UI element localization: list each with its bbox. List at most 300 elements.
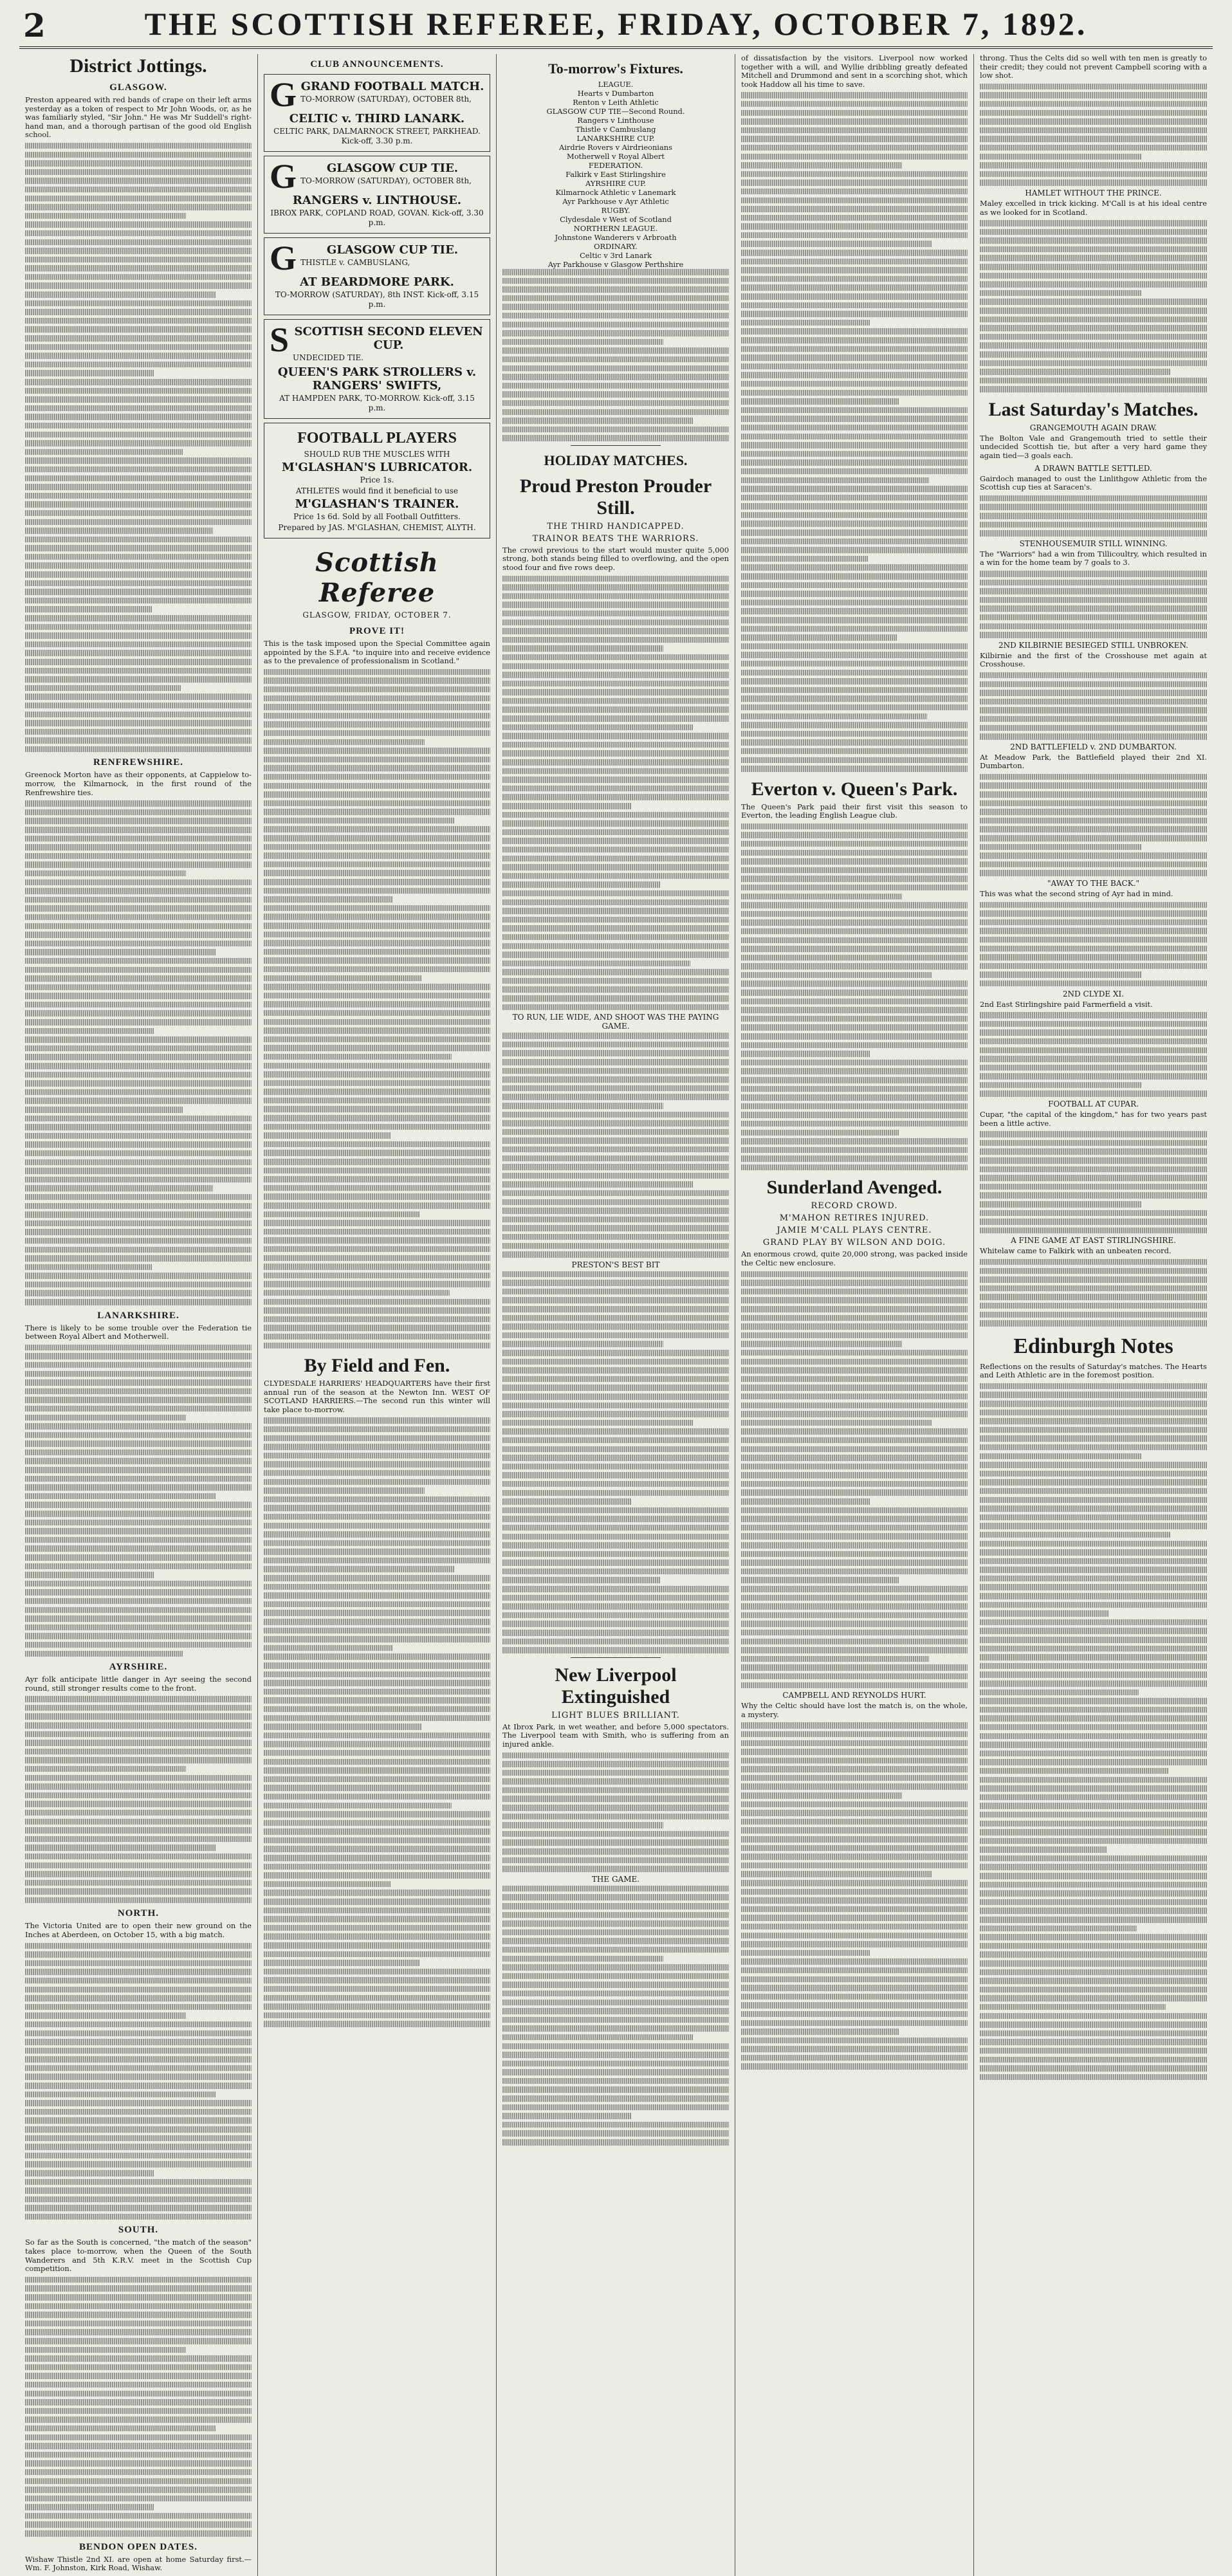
text-line — [25, 362, 252, 368]
text-line — [25, 1960, 252, 1967]
text-line — [502, 2043, 729, 2050]
text-line — [980, 1471, 1207, 1477]
match-report-text: Kilbirnie and the first of the Crosshouse met again at Crosshouse. — [980, 650, 1207, 669]
text-line — [264, 932, 490, 938]
text-line — [264, 1671, 490, 1678]
text-line — [741, 451, 968, 457]
page-number: 2 — [23, 6, 46, 44]
text-line — [25, 2004, 252, 2010]
text-line — [502, 681, 729, 687]
text-line — [741, 1845, 968, 1852]
text-line — [502, 1164, 729, 1170]
text-line — [741, 902, 968, 908]
lubricator-ad — [264, 423, 490, 538]
match-report-title: A FINE GAME AT EAST STIRLINGSHIRE. — [1011, 1236, 1176, 1246]
text-line — [741, 937, 968, 944]
text-line — [264, 809, 490, 815]
match-report-title: STENHOUSEMUIR STILL WINNING. — [1019, 538, 1168, 548]
text-line — [502, 724, 693, 731]
text-line — [502, 1076, 729, 1083]
text-line — [25, 1880, 252, 1886]
text-line — [980, 1951, 1207, 1958]
text-line — [25, 545, 252, 551]
text-line — [264, 1036, 490, 1043]
text-line — [264, 818, 454, 824]
text-line — [980, 1978, 1207, 1984]
text-line — [741, 722, 968, 728]
text-line — [980, 672, 1207, 679]
text-line — [264, 835, 490, 842]
text-line — [980, 954, 1207, 961]
text-line — [741, 850, 968, 856]
text-line — [502, 698, 729, 704]
text-line — [741, 1612, 968, 1619]
text-line — [502, 1455, 729, 1461]
text-line — [264, 1899, 490, 1905]
text-line — [502, 1289, 729, 1295]
text-line — [980, 716, 1207, 722]
text-line — [980, 1759, 1207, 1765]
match-ad-lettering — [270, 157, 484, 196]
text-line — [741, 284, 968, 291]
text-line — [264, 1071, 490, 1078]
text-line — [25, 1080, 252, 1087]
article-text-block — [25, 2277, 252, 2537]
article-text-block — [25, 1345, 252, 1657]
text-line — [502, 1787, 729, 1794]
text-line — [25, 353, 252, 359]
text-line — [980, 774, 1207, 780]
text-line — [741, 1112, 968, 1118]
text-line — [502, 1446, 729, 1453]
text-line — [502, 374, 729, 380]
text-line — [502, 1490, 729, 1496]
text-line — [741, 1792, 902, 1799]
text-line — [264, 1124, 490, 1130]
text-line — [25, 493, 252, 499]
hamlet-text: Maley excelled in trick kicking. M'Call is at his ideal centre as we looked for in Scotland. — [980, 198, 1207, 217]
text-line — [980, 1812, 1207, 1818]
text-line — [502, 1507, 729, 1514]
text-line — [980, 1462, 1207, 1468]
text-line — [741, 468, 968, 475]
text-line — [25, 2364, 252, 2371]
edinburgh-notes-text: Reflections on the results of Saturday's matches. The Hearts and Leith Athletic are in the foremost position. — [980, 1361, 1207, 1380]
text-line — [741, 276, 968, 282]
text-line — [741, 1385, 968, 1391]
text-line — [741, 748, 968, 755]
text-line — [25, 1545, 252, 1552]
article-text-block — [980, 774, 1207, 876]
text-line — [741, 538, 968, 545]
text-line — [25, 2408, 252, 2415]
text-line — [25, 870, 186, 877]
fixture-line: Celtic v 3rd Lanark — [580, 251, 652, 260]
text-line — [502, 2000, 729, 2006]
text-line — [741, 980, 968, 987]
text-line — [264, 1951, 490, 1958]
text-line — [502, 1004, 729, 1011]
text-line — [741, 1863, 968, 1869]
text-line — [264, 1150, 490, 1156]
text-line — [741, 1749, 968, 1755]
text-line — [264, 879, 490, 885]
text-line — [502, 856, 729, 862]
last-saturday-heading: Last Saturday's Matches. — [988, 398, 1199, 420]
fixture-line: ORDINARY. — [594, 242, 638, 251]
text-line — [264, 1514, 490, 1520]
text-line — [25, 2205, 252, 2211]
text-line — [264, 1881, 391, 1888]
text-line — [502, 1586, 729, 1592]
text-line — [25, 606, 152, 612]
text-line — [741, 337, 968, 344]
match-report-title: FOOTBALL AT CUPAR. — [1048, 1099, 1139, 1109]
text-line — [264, 1864, 490, 1870]
text-line — [741, 127, 968, 134]
text-line — [741, 1731, 968, 1738]
text-line — [25, 1467, 252, 1473]
text-line — [741, 215, 968, 221]
text-line — [25, 1987, 252, 1993]
text-line — [25, 2056, 252, 2063]
text-line — [264, 686, 490, 693]
text-line — [980, 495, 1207, 502]
text-line — [264, 1558, 490, 1564]
text-line — [980, 1987, 1207, 1993]
text-line — [980, 809, 1207, 815]
text-line — [980, 179, 1207, 186]
text-line — [741, 1933, 968, 1939]
text-line — [741, 972, 932, 979]
text-line — [980, 1943, 1207, 1949]
text-line — [264, 940, 490, 946]
text-line — [25, 2443, 252, 2449]
text-line — [980, 1926, 1137, 1932]
text-line — [741, 876, 968, 882]
text-line — [980, 1663, 1207, 1670]
text-line — [25, 1388, 252, 1395]
sunderland-text: An enormous crowd, quite 20,000 strong, was packed inside the Celtic new enclosure. — [741, 1249, 968, 1268]
text-line — [25, 1282, 252, 1288]
text-line — [25, 703, 252, 709]
text-line — [25, 239, 252, 246]
text-line — [502, 286, 729, 293]
text-line — [25, 466, 252, 473]
text-line — [741, 250, 968, 256]
text-line — [25, 836, 252, 842]
text-line — [25, 178, 252, 184]
fixture-line: AYRSHIRE CUP. — [585, 179, 646, 188]
text-line — [980, 1654, 1207, 1661]
text-line — [980, 1995, 1207, 2001]
preston-subheading-2: TRAINOR BEATS THE WARRIORS. — [532, 533, 699, 544]
article-text-block — [25, 1943, 252, 2220]
text-line — [25, 668, 252, 674]
text-line — [741, 346, 968, 353]
text-line — [502, 1796, 729, 1802]
match-report-text: 2nd East Stirlingshire paid Farmerfield a visit. — [980, 999, 1153, 1009]
text-line — [25, 1036, 252, 1043]
text-line — [264, 1426, 490, 1433]
fixture-line: Rangers v Linthouse — [577, 116, 654, 125]
text-line — [25, 1705, 252, 1711]
text-line — [25, 853, 252, 860]
article-text-block — [264, 1417, 490, 2027]
text-line — [741, 136, 968, 142]
text-line — [980, 1908, 1207, 1914]
text-line — [502, 278, 729, 284]
text-line — [741, 1569, 968, 1575]
text-line — [25, 2126, 252, 2133]
text-line — [741, 678, 968, 685]
text-line — [25, 1783, 252, 1790]
text-line — [264, 739, 425, 746]
text-line — [502, 1332, 729, 1339]
text-line — [741, 1138, 968, 1145]
text-line — [25, 932, 252, 938]
text-line — [502, 1839, 729, 1846]
text-line — [741, 1639, 968, 1645]
text-line — [264, 1662, 490, 1669]
text-line — [25, 1537, 252, 1543]
text-line — [502, 2113, 632, 2119]
text-line — [25, 624, 252, 630]
text-line — [25, 414, 252, 420]
text-line — [264, 1575, 490, 1581]
text-line — [980, 1890, 1207, 1897]
text-line — [980, 1148, 1207, 1155]
text-line — [264, 844, 490, 851]
text-line — [264, 1273, 490, 1279]
text-line — [502, 1516, 729, 1522]
sunderland-heading: Sunderland Avenged. — [766, 1177, 942, 1199]
text-line — [741, 1051, 870, 1057]
article-text-block — [502, 576, 729, 1011]
text-line — [502, 1173, 729, 1179]
text-line — [980, 919, 1207, 926]
text-line — [502, 961, 690, 967]
text-line — [25, 1203, 252, 1210]
text-line — [25, 300, 252, 307]
article-text-block — [25, 800, 252, 1305]
text-line — [264, 677, 490, 684]
text-line — [980, 1497, 1207, 1504]
text-line — [741, 1297, 968, 1303]
text-line — [741, 2020, 968, 2027]
article-text-block — [741, 823, 968, 1171]
text-line — [502, 995, 729, 1002]
text-line — [980, 1488, 1207, 1495]
text-line — [264, 1689, 490, 1695]
text-line — [25, 2100, 252, 2106]
text-line — [264, 870, 490, 876]
text-line — [25, 1810, 252, 1816]
text-line — [25, 2021, 252, 2028]
column-2 — [258, 54, 497, 2576]
text-line — [980, 308, 1207, 314]
text-line — [264, 1680, 490, 1686]
text-line — [741, 259, 968, 265]
text-line — [980, 378, 1207, 384]
text-line — [502, 645, 663, 652]
text-line — [502, 1225, 729, 1231]
text-line — [980, 522, 1207, 528]
text-line — [264, 1080, 490, 1087]
text-line — [25, 1827, 252, 1834]
text-line — [264, 1168, 490, 1174]
section-south-text: So far as the South is concerned, "the match of the season" takes place to-morrow, when the Queen of the South Wanderers and 5th K.R.V. meet in the Scottish Cup competition. — [25, 2238, 252, 2274]
text-line — [502, 356, 729, 363]
text-line — [25, 844, 252, 851]
text-line — [980, 255, 1207, 261]
text-line — [502, 1920, 729, 1927]
text-line — [264, 748, 490, 754]
text-line — [25, 1528, 252, 1534]
text-line — [25, 562, 252, 569]
text-line — [980, 1864, 1207, 1870]
text-line — [25, 1897, 252, 1904]
text-line — [25, 440, 252, 446]
text-line — [25, 2416, 252, 2423]
text-line — [980, 1576, 1207, 1582]
text-line — [502, 1437, 729, 1444]
section-open-dates-title: BENDON OPEN DATES. — [79, 2541, 198, 2552]
text-line — [25, 230, 252, 237]
text-line — [980, 1899, 1207, 1906]
article-text-block — [502, 1271, 729, 1653]
text-line — [741, 1551, 968, 1558]
text-line — [25, 379, 252, 385]
fixture-line: Clydesdale v West of Scotland — [560, 215, 672, 224]
text-line — [741, 1280, 968, 1286]
text-line — [25, 685, 181, 692]
text-line — [502, 1323, 729, 1330]
text-line — [25, 2074, 252, 2080]
text-line — [25, 326, 252, 333]
text-line — [502, 1973, 729, 1980]
text-line — [980, 145, 1207, 151]
text-line — [25, 1371, 252, 1377]
text-line — [741, 1758, 968, 1764]
text-line — [980, 1934, 1207, 1940]
article-text-block — [741, 1722, 968, 2070]
text-line — [980, 614, 1207, 621]
text-line — [980, 342, 1207, 349]
text-line — [980, 910, 1207, 917]
text-line — [25, 861, 252, 868]
text-line — [980, 1873, 1207, 1879]
match-ad — [264, 237, 490, 315]
text-line — [264, 1872, 490, 1879]
text-line — [502, 1059, 729, 1065]
match-ad-venue: AT HAMPDEN PARK, TO-MORROW. Kick-off, 3.15 p.m. — [279, 394, 475, 412]
text-line — [741, 2055, 968, 2061]
match-report-text: The "Warriors" had a win from Tillicoultry, which resulted in a win for the home team by 7 goals to 3. — [980, 549, 1207, 567]
text-line — [741, 1656, 929, 1662]
text-line — [741, 1819, 968, 1825]
text-line — [25, 2214, 252, 2220]
text-line — [741, 1403, 968, 1409]
new-liverpool-heading: New Liverpool Extinguished — [555, 1664, 677, 1707]
text-line — [25, 571, 252, 578]
everton-heading: Everton v. Queen's Park. — [751, 778, 958, 800]
text-line — [980, 1671, 1207, 1678]
text-line — [25, 2373, 252, 2379]
text-line — [25, 949, 216, 955]
text-line — [980, 623, 1207, 630]
fixture-line: RUGBY. — [601, 206, 630, 215]
text-line — [741, 1016, 968, 1022]
text-line — [25, 405, 252, 412]
fixture-line: Motherwell v Royal Albert — [567, 152, 665, 161]
text-line — [25, 1089, 252, 1096]
text-line — [980, 2021, 1207, 2028]
text-line — [741, 634, 897, 641]
text-line — [25, 1458, 252, 1464]
text-line — [502, 620, 729, 626]
text-line — [741, 1094, 968, 1101]
article-text-block — [980, 672, 1207, 740]
text-line — [741, 858, 968, 865]
text-line — [980, 220, 1207, 226]
text-line — [741, 1428, 968, 1435]
text-line — [980, 1680, 1207, 1687]
text-line — [502, 1822, 663, 1828]
text-line — [741, 442, 968, 448]
text-line — [502, 1376, 729, 1383]
text-line — [980, 1821, 1207, 1827]
text-line — [980, 826, 1207, 833]
text-line — [25, 2496, 252, 2502]
text-line — [741, 1854, 968, 1860]
text-line — [502, 593, 729, 600]
text-line — [264, 1307, 490, 1314]
text-line — [264, 1523, 490, 1529]
text-line — [502, 706, 729, 713]
text-line — [25, 2117, 252, 2124]
text-line — [264, 1828, 490, 1835]
text-line — [264, 1281, 490, 1287]
text-line — [741, 2046, 968, 2052]
text-line — [502, 847, 729, 853]
text-line — [264, 1343, 490, 1349]
text-line — [264, 1724, 422, 1730]
text-line — [741, 1958, 968, 1965]
text-line — [502, 759, 729, 766]
text-line — [264, 1942, 490, 1949]
text-line — [741, 1437, 968, 1444]
text-line — [741, 731, 968, 737]
text-line — [25, 1766, 186, 1772]
text-line — [25, 1722, 252, 1729]
text-line — [980, 1785, 1207, 1792]
text-line — [980, 237, 1207, 244]
text-line — [502, 1947, 729, 1953]
text-line — [264, 993, 490, 999]
text-line — [25, 457, 252, 464]
text-line — [25, 1845, 216, 1851]
text-line — [502, 2069, 729, 2075]
text-line — [25, 1713, 252, 1720]
text-line — [25, 694, 252, 700]
text-line — [502, 829, 729, 836]
text-line — [264, 1176, 490, 1182]
text-line — [25, 1229, 252, 1235]
text-line — [980, 369, 1171, 375]
text-line — [980, 1479, 1207, 1486]
editorial-text: This is the task imposed upon the Special Committee again appointed by the S.F.A. "to inquire into and receive evidence as to the prevalence of professionalism in Scotland." — [264, 639, 490, 666]
